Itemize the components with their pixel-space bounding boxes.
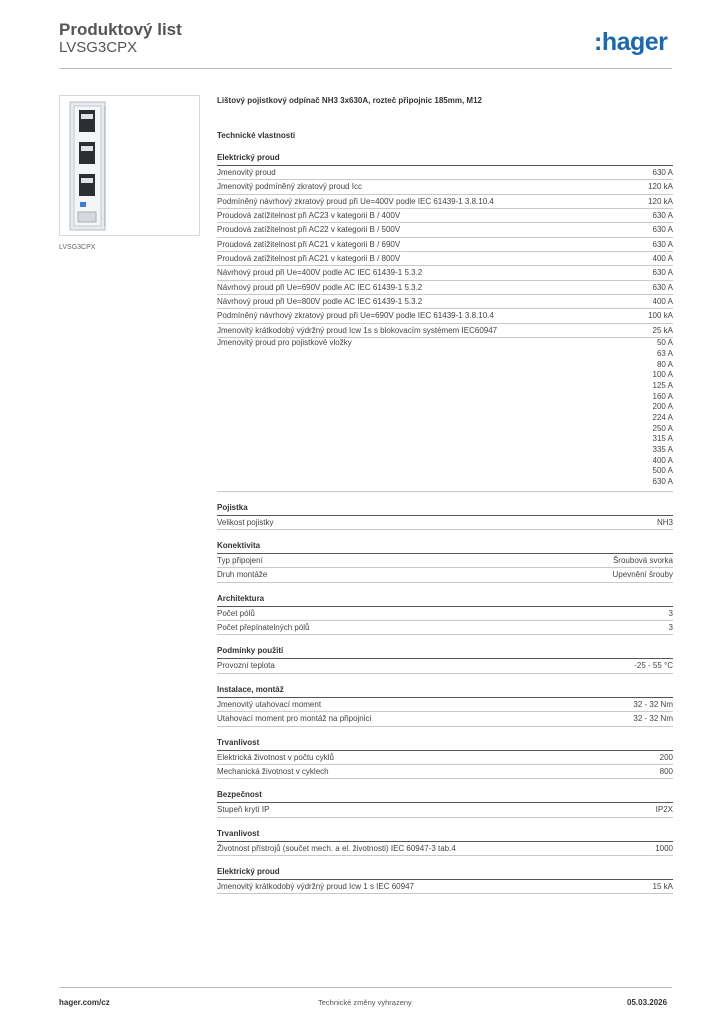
spec-row: Proudová zatížitelnost při AC21 v kategorii B / 690V 630 A — [217, 238, 673, 252]
spec-tables — [217, 151, 673, 894]
footer-date: 05.03.2026 — [627, 998, 668, 1007]
spec-group-pojistka — [217, 501, 673, 530]
group-title: Pojistka — [217, 501, 673, 516]
group-title: Konektivita — [217, 539, 673, 554]
spec-row: Elektrická životnost v počtu cyklů 200 — [217, 751, 673, 765]
spec-row: Proudová zatížitelnost při AC22 v kategorii B / 500V 630 A — [217, 223, 673, 237]
spec-row: Velikost pojistky NH3 — [217, 516, 673, 530]
page-title: Produktový list — [59, 20, 182, 39]
group-title: Podmínky použití — [217, 644, 673, 659]
spec-group-konektivita — [217, 539, 673, 583]
product-image — [59, 95, 200, 236]
spec-group-architektura — [217, 592, 673, 636]
product-code: LVSG3CPX — [59, 39, 138, 56]
spec-row: Podmíněný návrhový zkratový proud při Ue=690V podle IEC 61439-1 3.8.10.4 100 kA — [217, 309, 673, 323]
spec-group-elektricky-proud — [217, 151, 673, 492]
spec-row: Životnost přístrojů (součet mech. a el. životnosti) IEC 60947-3 tab.4 1000 — [217, 842, 673, 856]
spec-group-instalace — [217, 683, 673, 727]
spec-row: Návrhový proud při Ue=690V podle AC IEC 61439-1 5.3.2 630 A — [217, 281, 673, 295]
spec-row: Proudová zatížitelnost při AC21 v kategorii B / 800V 400 A — [217, 252, 673, 266]
spec-group-bezpecnost — [217, 788, 673, 817]
spec-row: Utahovací moment pro montáž na připojnici 32 - 32 Nm — [217, 712, 673, 726]
footer-note: Technické změny vyhrazeny — [318, 998, 412, 1007]
spec-row: Jmenovitý krátkodobý výdržný proud Icw 1 s IEC 60947 15 kA — [217, 880, 673, 894]
image-caption: LVSG3CPX — [59, 244, 96, 251]
spec-row: Mechanická životnost v cyklech 800 — [217, 765, 673, 779]
spec-row: Jmenovitý utahovací moment 32 - 32 Nm — [217, 698, 673, 712]
group-title: Bezpečnost — [217, 788, 673, 803]
section-title: Technické vlastnosti — [217, 131, 296, 140]
spec-group-trvanlivost — [217, 736, 673, 780]
spec-row: Návrhový proud při Ue=400V podle AC IEC 61439-1 5.3.2 630 A — [217, 266, 673, 280]
group-title: Architektura — [217, 592, 673, 607]
footer-divider — [59, 987, 672, 988]
spec-row: Jmenovitý proud 630 A — [217, 166, 673, 180]
spec-row: Podmíněný návrhový zkratový proud při Ue=400V podle IEC 61439-1 3.8.10.4 120 kA — [217, 195, 673, 209]
product-description: Lištový pojistkový odpínač NH3 3x630A, rozteč připojnic 185mm, M12 — [217, 96, 482, 105]
group-title: Trvanlivost — [217, 827, 673, 842]
hager-logo: :hager — [594, 28, 668, 56]
group-title: Elektrický proud — [217, 865, 673, 880]
spec-row: Proudová zatížitelnost při AC23 v kategorii B / 400V 630 A — [217, 209, 673, 223]
spec-row: Stupeň krytí IP IP2X — [217, 803, 673, 817]
spec-group-elektricky-proud-2 — [217, 865, 673, 894]
spec-row: Provozní teplota -25 - 55 °C — [217, 659, 673, 673]
spec-row-fuse-ratings: Jmenovitý proud pro pojistkové vložky 50 A 63 A 80 A 100 A 125 A 160 A 200 A 224 A 250 A 315 A 335 A 400 A 500 A 630 A — [217, 338, 673, 492]
spec-row: Jmenovitý krátkodobý výdržný proud Icw 1s s blokovacím systémem IEC60947 25 kA — [217, 324, 673, 338]
group-title: Elektrický proud — [217, 151, 673, 166]
spec-row: Počet pólů 3 — [217, 607, 673, 621]
spec-row: Návrhový proud při Ue=800V podle AC IEC 61439-1 5.3.2 400 A — [217, 295, 673, 309]
spec-row: Druh montáže Upevnění šrouby — [217, 568, 673, 582]
header-divider — [59, 68, 672, 69]
spec-row: Počet přepínatelných pólů 3 — [217, 621, 673, 635]
group-title: Trvanlivost — [217, 736, 673, 751]
group-title: Instalace, montáž — [217, 683, 673, 698]
footer-website: hager.com/cz — [59, 998, 110, 1007]
spec-row: Typ připojení Šroubová svorka — [217, 554, 673, 568]
spec-group-trvanlivost-2 — [217, 827, 673, 856]
spec-row: Jmenovitý podmíněný zkratový proud Icc 120 kA — [217, 180, 673, 194]
spec-group-podminky-pouziti — [217, 644, 673, 673]
